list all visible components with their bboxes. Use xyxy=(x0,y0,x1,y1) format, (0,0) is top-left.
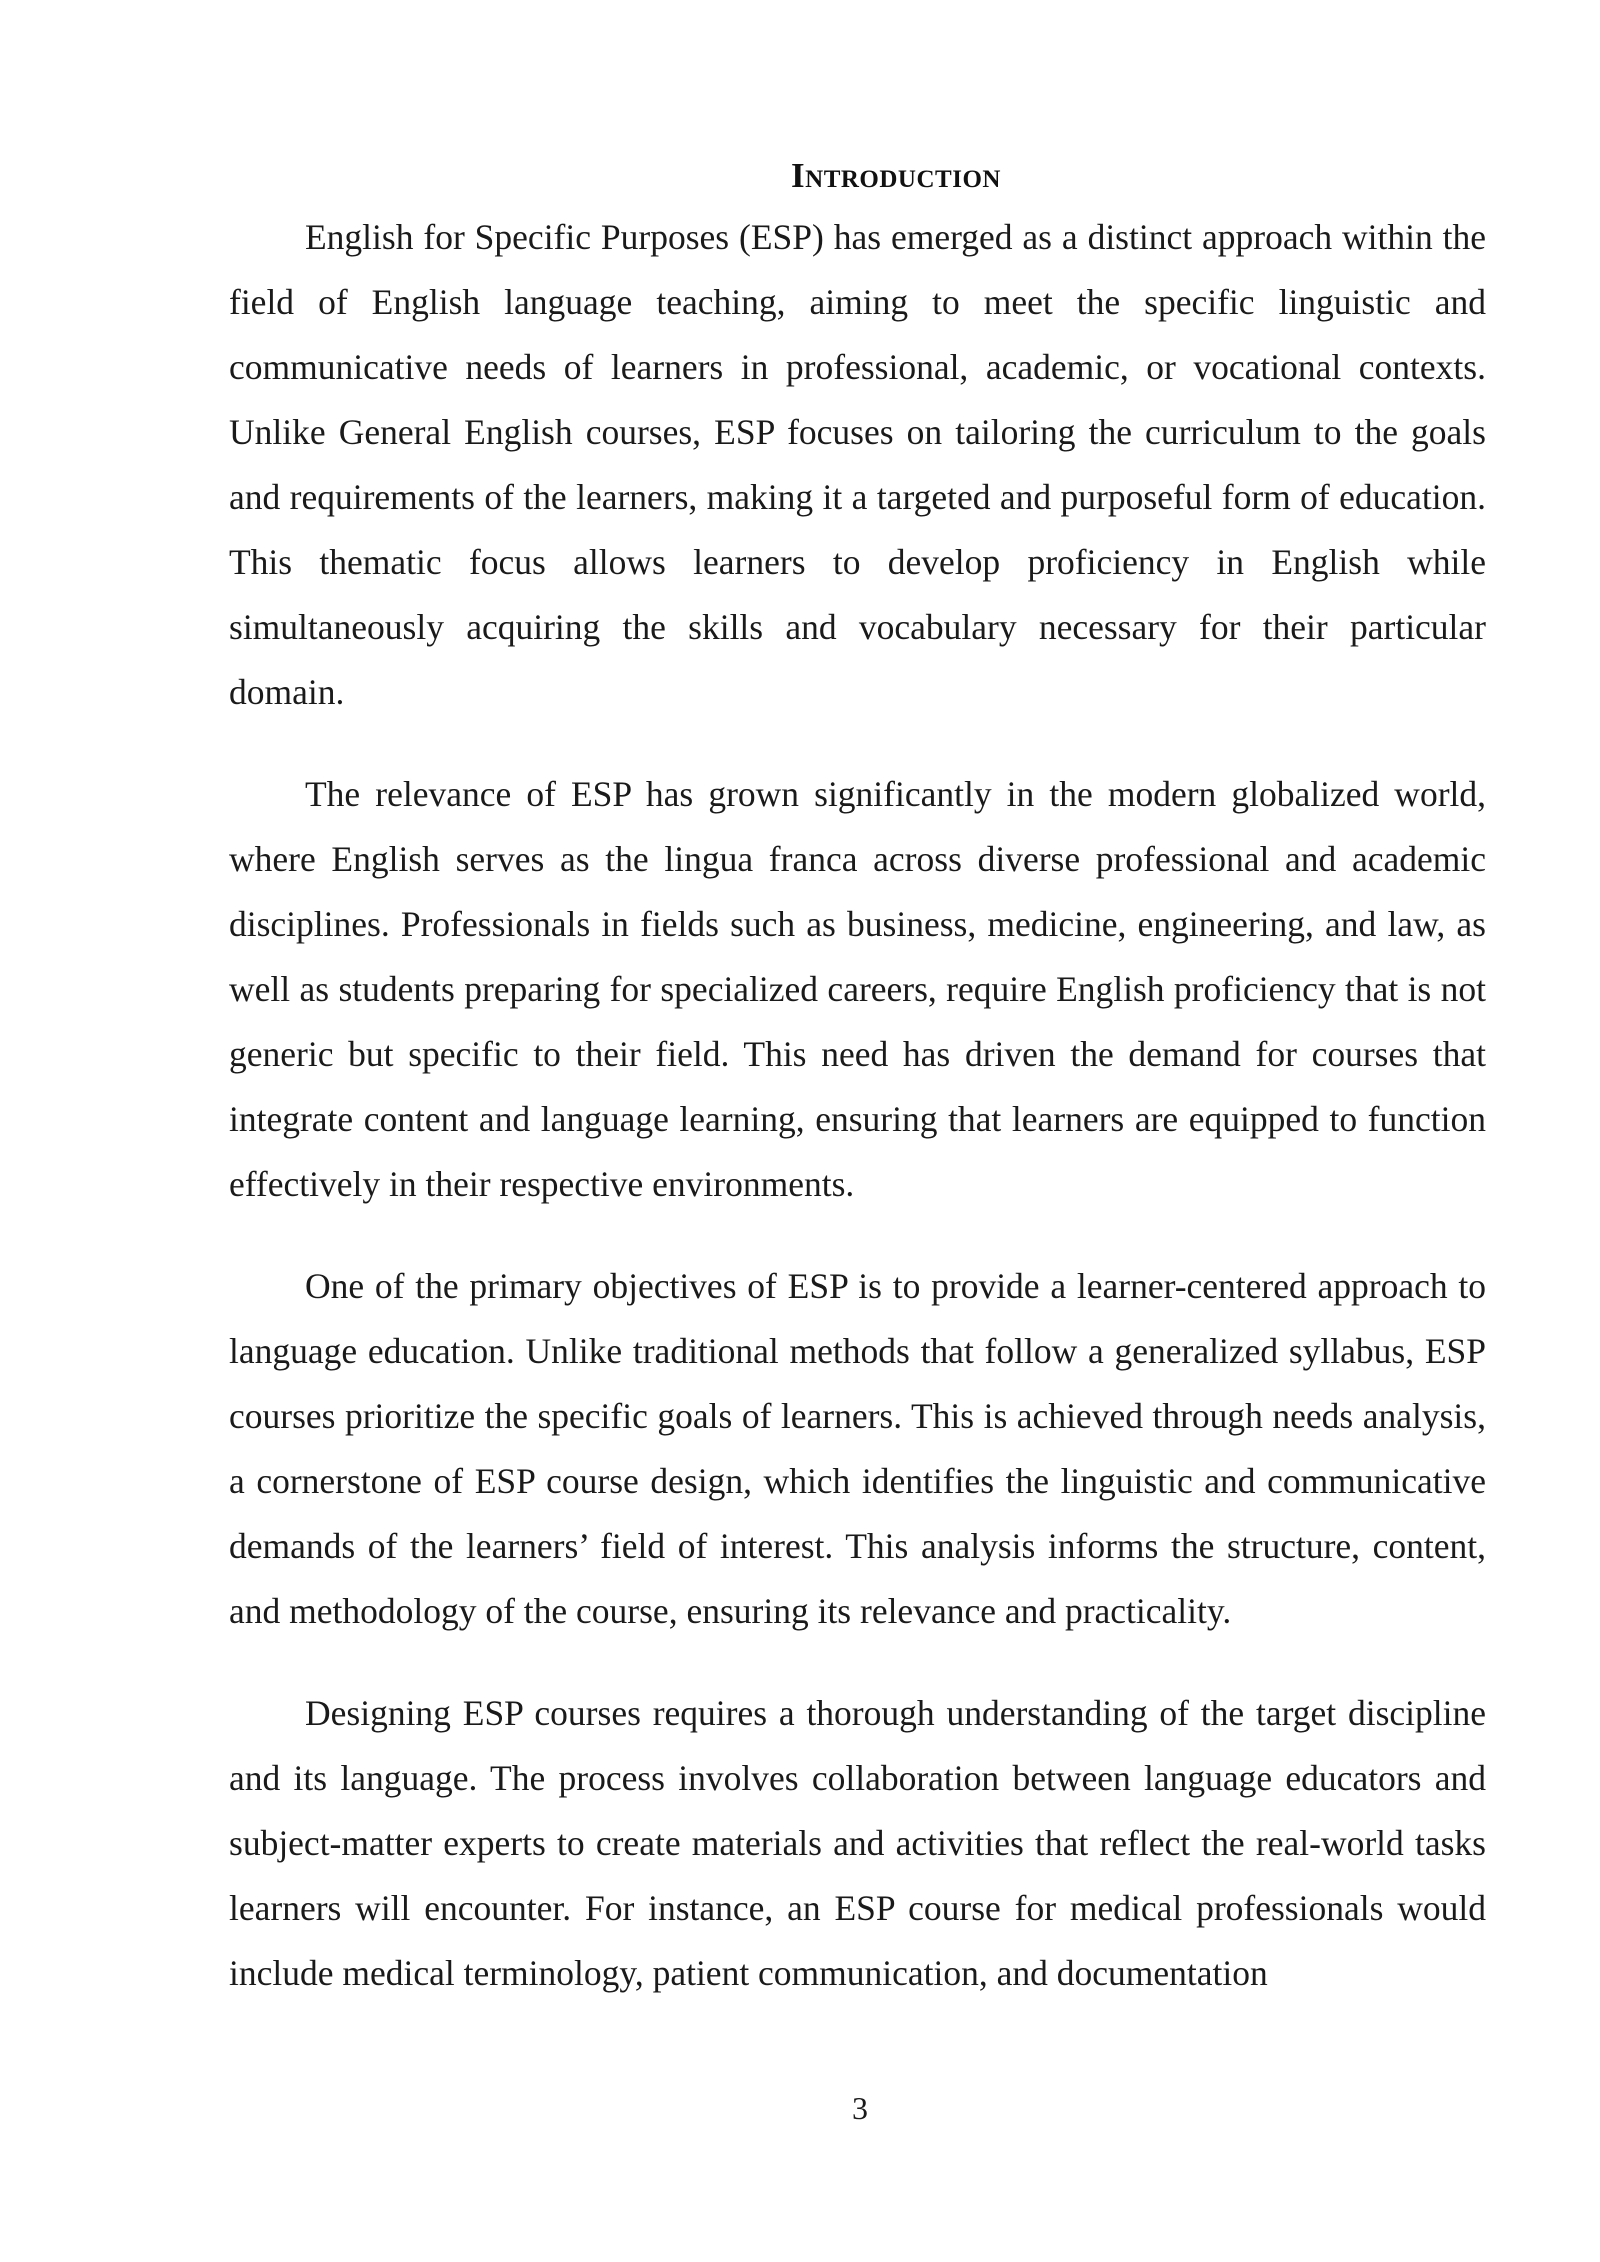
paragraph-4: Designing ESP courses requires a thorough understanding of the target discipline and its language. The process involves collaboration between language educators and subject-matter experts to create materials and activities that reflect the real-world tasks learners will encounter. For instance, an ESP course for medical professionals would include medical terminology, patient communication, and documentation xyxy=(229,1693,1486,1993)
page-number: 3 xyxy=(852,2090,868,2126)
section-heading: Introduction xyxy=(791,156,1001,195)
paragraph-2: The relevance of ESP has grown significantly in the modern globalized world, where English serves as the lingua franca across diverse professional and academic disciplines. Professionals in fields such as business, medicine, engineering, and law, as well as students preparing for specialized careers, require English proficiency that is not generic but specific to their field. This need has driven the demand for courses that integrate content and language learning, ensuring that learners are equipped to function effectively in their respective environments. xyxy=(229,774,1486,1204)
paragraph-3: One of the primary objectives of ESP is to provide a learner-centered approach to language education. Unlike traditional methods that follow a generalized syllabus, ESP courses prioritize the specific goals of learners. This is achieved through needs analysis, a cornerstone of ESP course design, which identifies the linguistic and communicative demands of the learners’ field of interest. This analysis informs the structure, content, and methodology of the course, ensuring its relevance and practicality. xyxy=(229,1266,1486,1631)
paragraph-1: English for Specific Purposes (ESP) has emerged as a distinct approach within the field of English language teaching, aiming to meet the specific linguistic and communicative needs of learners in professional, academic, or vocational contexts. Unlike General English courses, ESP focuses on tailoring the curriculum to the goals and requirements of the learners, making it a targeted and purposeful form of education. This thematic focus allows learners to develop proficiency in English while simultaneously acquiring the skills and vocabulary necessary for their particular domain. xyxy=(229,217,1486,712)
body-text xyxy=(229,205,1486,2006)
